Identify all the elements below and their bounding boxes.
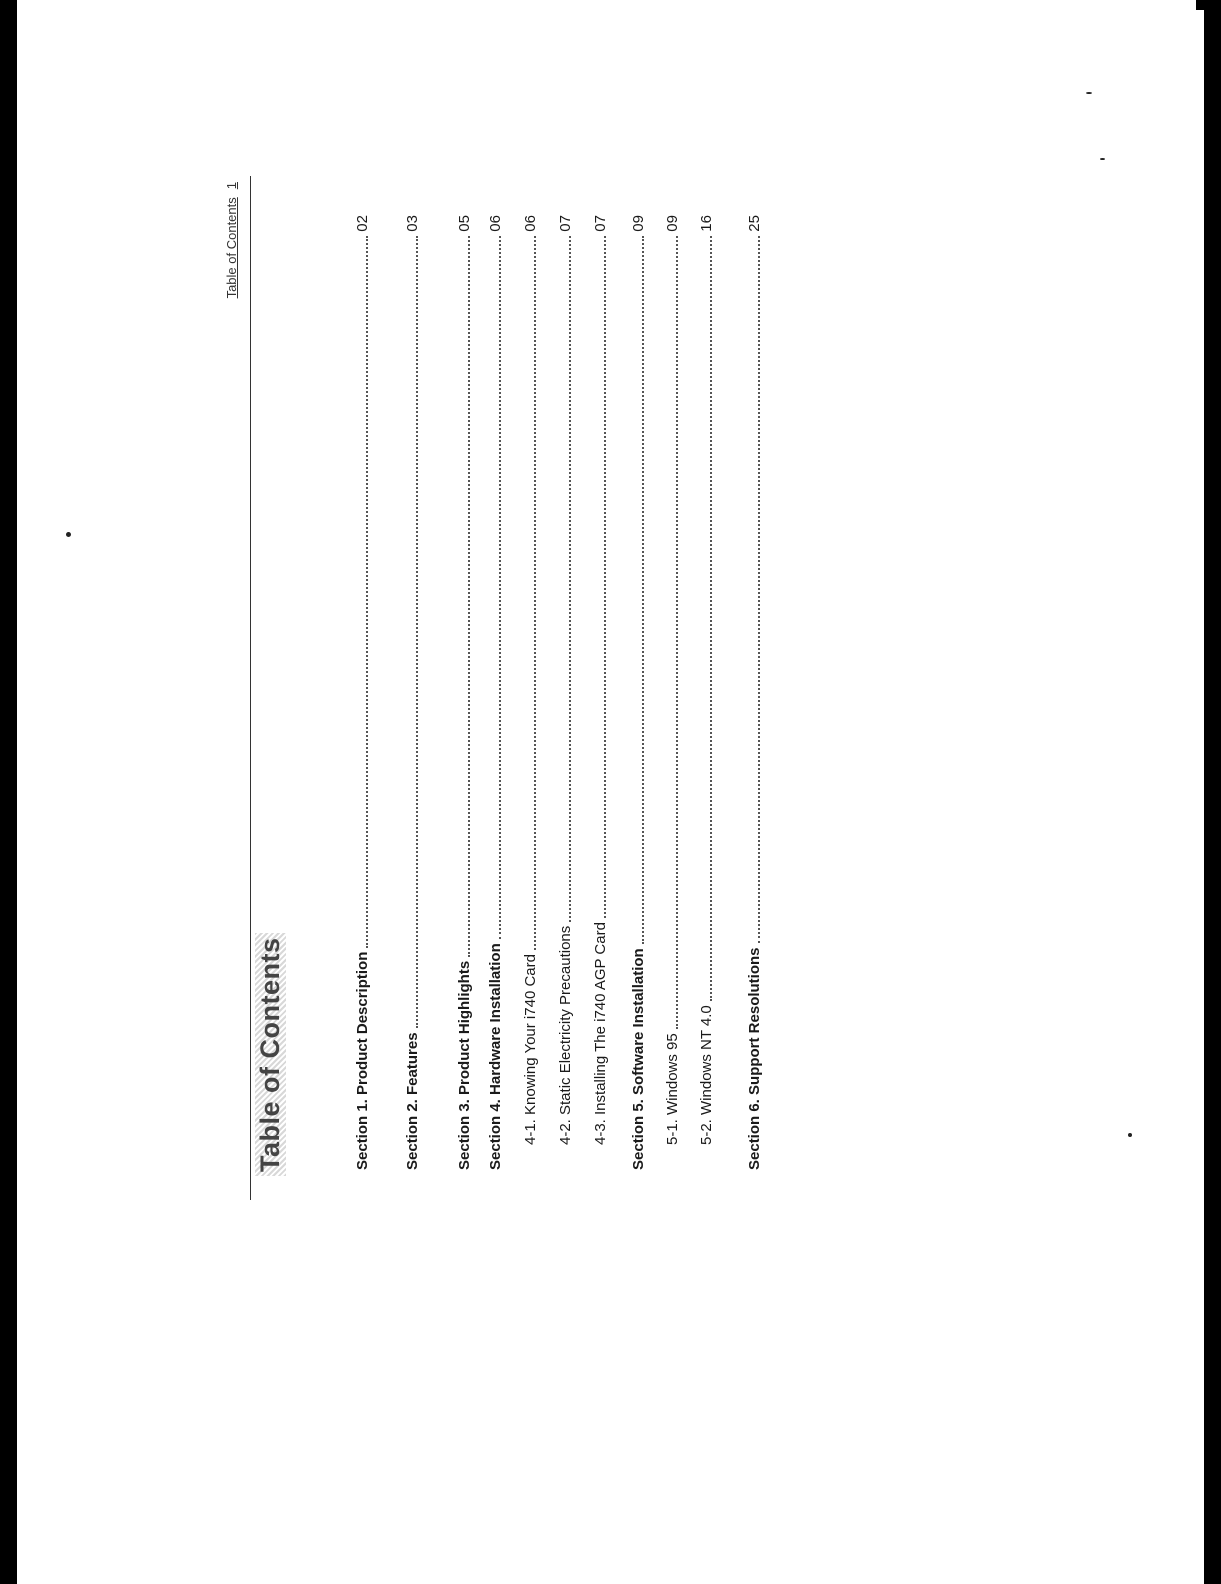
scan-speck: [1128, 1133, 1132, 1137]
toc-entry[interactable]: [401, 215, 423, 1170]
toc-entry-label: 4-2. Static Electricity Precautions: [557, 925, 574, 1145]
scan-edge-top-right: [1196, 0, 1221, 10]
toc-entry-label: 4-3. Installing The i740 AGP Card: [592, 922, 609, 1145]
toc-subentry[interactable]: [695, 215, 717, 1145]
dot-leader: [758, 236, 760, 944]
header-rule: [250, 176, 251, 1200]
toc-entry[interactable]: [484, 215, 506, 1170]
scan-speck: [1086, 92, 1092, 94]
toc-entry-page: 16: [698, 215, 715, 232]
toc-entry-page: 02: [354, 215, 371, 232]
toc-entry-label: 4-1. Knowing Your i740 Card: [522, 954, 539, 1145]
scan-edge-left: [0, 0, 17, 1584]
toc-entry-label: Section 4. Hardware Installation: [487, 943, 504, 1170]
toc-subentry[interactable]: [519, 215, 541, 1145]
toc-entry[interactable]: [351, 215, 373, 1170]
toc-entry[interactable]: [743, 215, 765, 1170]
toc-entry-page: 09: [630, 215, 647, 232]
scan-speck: [1100, 158, 1105, 160]
toc-entry-page: 25: [746, 215, 763, 232]
dot-leader: [416, 236, 418, 1029]
rotated-page: [224, 176, 800, 1200]
dot-leader: [642, 236, 644, 945]
dot-leader: [499, 236, 501, 940]
toc-entry-label: 5-2. Windows NT 4.0: [698, 1005, 715, 1145]
toc-entry-page: 06: [522, 215, 539, 232]
scan-edge-right: [1204, 0, 1221, 1584]
toc-entry-label: Section 2. Features: [404, 1032, 421, 1170]
dot-leader: [534, 236, 536, 950]
running-header: [224, 182, 239, 298]
dot-leader: [468, 236, 470, 957]
toc-entry-label: Section 6. Support Resolutions: [746, 947, 763, 1170]
toc-entry-page: 05: [456, 215, 473, 232]
dot-leader: [604, 236, 606, 918]
toc-entry-label: Section 3. Product Highlights: [456, 960, 473, 1170]
toc-subentry[interactable]: [589, 215, 611, 1145]
toc-entry-label: 5-1. Windows 95: [664, 1033, 681, 1145]
toc-subentry[interactable]: [661, 215, 683, 1145]
dot-leader: [569, 236, 571, 922]
toc-entry[interactable]: [627, 215, 649, 1170]
toc-entry-page: 03: [404, 215, 421, 232]
toc-entry-page: 09: [664, 215, 681, 232]
dot-leader: [366, 236, 368, 948]
toc-entry[interactable]: [453, 215, 475, 1170]
toc-entry-label: Section 5. Software Installation: [630, 948, 647, 1170]
dot-leader: [676, 236, 678, 1030]
toc-entry-label: Section 1. Product Description: [354, 951, 371, 1170]
toc-subentry[interactable]: [554, 215, 576, 1145]
page-title: Table of Contents: [255, 934, 286, 1177]
toc-entry-page: 06: [487, 215, 504, 232]
scan-speck: [66, 532, 71, 537]
toc-entry-page: 07: [592, 215, 609, 232]
toc-entry-page: 07: [557, 215, 574, 232]
running-header-page-number: 1: [224, 182, 239, 190]
running-header-title: Table of Contents: [224, 197, 239, 299]
dot-leader: [710, 236, 712, 1002]
